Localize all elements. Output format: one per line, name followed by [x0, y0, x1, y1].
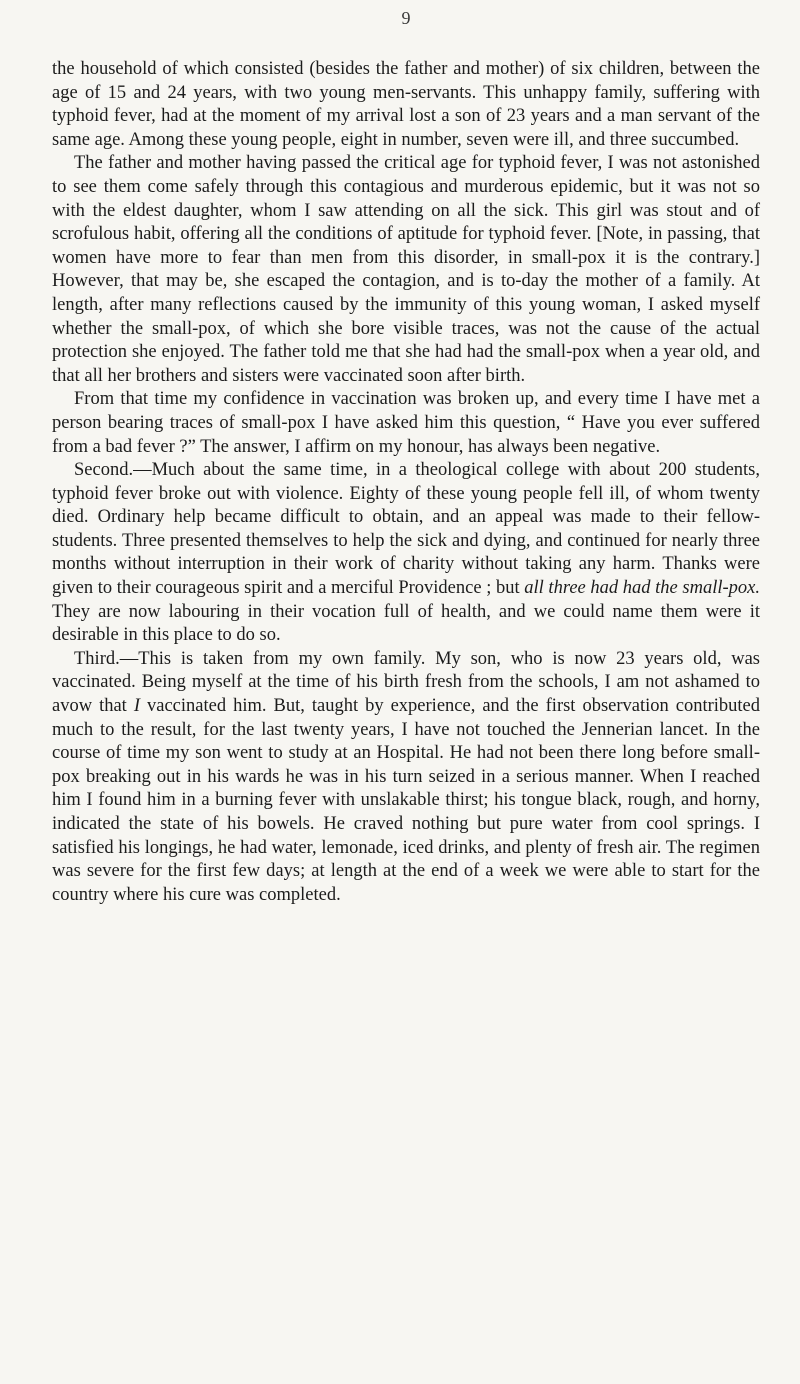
- paragraph-second-case: [52, 459, 760, 648]
- paragraph-second-text-after: They are now labouring in their vocation full of health, and we could name them were it desirable in this place to do so.: [52, 601, 760, 646]
- paragraph-third-emphasis: I: [133, 696, 140, 717]
- paragraph-confidence: From that time my confidence in vaccination was broken up, and every time I have met a person bearing traces of small-pox I have asked him this question, “ Have you ever suffered from a bad fever ?” The answer, I affirm on my honour, has always been negative.: [52, 389, 760, 457]
- paragraph-third-text-before: Third.—This is taken from my own family. My son, who is now 23 years old, was vaccinated. Being myself at the time of his birth fresh from the schools, I am not ashamed to avow that: [52, 648, 760, 717]
- page-number: 9: [401, 8, 411, 28]
- paragraph-second-text-before: Second.—Much about the same time, in a theological college with about 200 students, typhoid fever broke out with violence. Eighty of these young people fell ill, of whom twenty died. Ordinary help became difficult to obtain, and an appeal was made to their fellow-students. Three presented themselves to help the sick and dying, and continued for nearly three months without interruption in their work of charity without taking any harm. Thanks were given to their courageous spirit and a merciful Providence ; but: [52, 460, 760, 599]
- paragraph-household: the household of which consisted (besides the father and mother) of six children, between the age of 15 and 24 years, with two young men-servants. This unhappy family, suffering with typhoid fever, had at the moment of my arrival lost a son of 23 years and a man servant of the same age. Among these young people, eight in number, seven were ill, and three succumbed.: [52, 59, 760, 150]
- paragraph-third-text-after: vaccinated him. But, taught by experience, and the first observation contributed much to the result, for the last twenty years, I have not touched the Jennerian lancet. In the course of time my son went to study at an Hospital. He had not been there long before small-pox breaking out in his wards he was in his turn seized in a serious manner. When I reached him I found him in a burning fever with unslakable thirst; his tongue black, rough, and horny, indicated the state of his bowels. He craved nothing but pure water from cool springs. I satisfied his longings, he had water, lemonade, iced drinks, and plenty of fresh air. The regimen was severe for the first few days; at length at the end of a week we were able to start for the country where his cure was completed.: [52, 696, 761, 905]
- paragraph-third-case: [52, 648, 760, 908]
- body-text: [52, 58, 760, 907]
- paragraph-second-emphasis: all three had had the small-pox.: [524, 578, 760, 599]
- paragraph-father-mother: The father and mother having passed the critical age for typhoid fever, I was not astonished to see them come safely through this contagious and murderous epidemic, but it was not so with the eldest daughter, whom I saw attending on all the sick. This girl was stout and of scrofulous habit, offering all the conditions of aptitude for typhoid fever. [Note, in passing, that women have more to fear than men from this disorder, in small-pox it is the contrary.] However, that may be, she escaped the contagion, and is to-day the mother of a family. At length, after many reflections caused by the immunity of this young woman, I asked myself whether the small-pox, of which she bore visible traces, was not the cause of the actual protection she enjoyed. The father told me that she had had the small-pox when a year old, and that all her brothers and sisters were vaccinated soon after birth.: [52, 153, 760, 386]
